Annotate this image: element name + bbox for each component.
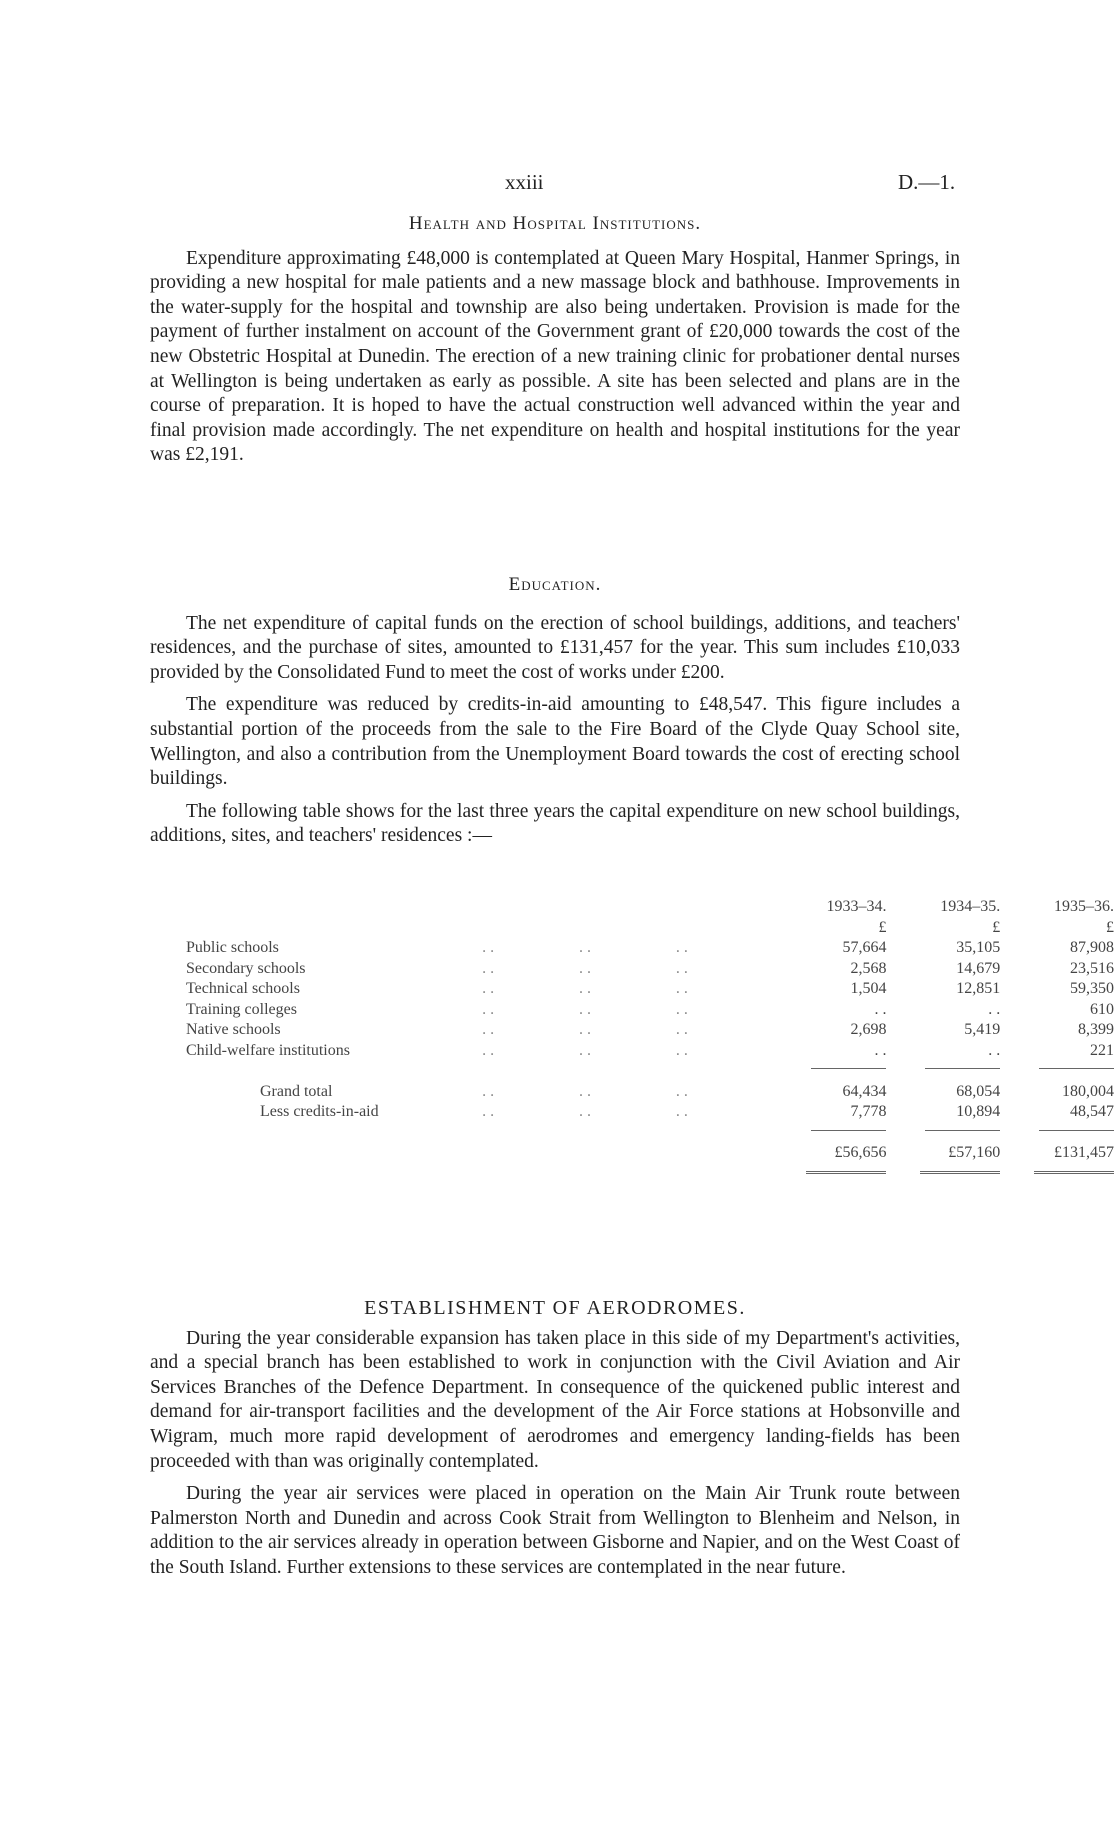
health-section <box>150 212 960 476</box>
education-section <box>150 573 960 857</box>
aerodromes-section <box>150 1296 960 1589</box>
grand-total-row: Grand total . . . . . . 64,434 68,054 180,004 <box>260 1082 1114 1100</box>
cell-value: 2,698 <box>850 1021 887 1038</box>
cell-value: 221 <box>1090 1041 1114 1059</box>
cell-value: 23,516 <box>1070 959 1114 977</box>
cell-value: . . <box>874 1000 887 1018</box>
col-header: 1933–34. <box>826 898 887 915</box>
cell-value: . . <box>988 1000 1001 1018</box>
cell-value: . . <box>874 1041 887 1059</box>
paragraph: The net expenditure of capital funds on the erection of school buildings, additions, and teachers' residences, and the purchase of sites, amounted to £131,457 for the year. This sum includes £10,033 provided by the Consolidated Fund to meet the cost of works under £200. <box>150 612 960 683</box>
row-label: Child-welfare institutions <box>186 1041 350 1059</box>
cell-value: 1,504 <box>850 980 887 997</box>
credits-row: Less credits-in-aid . . . . . . 7,778 10,894 48,547 <box>260 1103 1114 1120</box>
table-row: Training colleges . . . . . . . . . . 610 <box>186 1000 1114 1021</box>
paragraph: During the year considerable expansion has taken place in this side of my Department's activities, and a special branch has been established to work in conjunction with the Civil Aviation and Air Services Branches of the Defence Department. In consequence of the quickened public interest and demand for air-transport facilities and the development of the Air Force stations at Hobsonville and Wigram, much more rapid development of aerodromes and emergency landing-fields has been proceeded with than was originally contemplated. <box>150 1327 960 1472</box>
paragraph: Expenditure approximating £48,000 is contemplated at Queen Mary Hospital, Hanmer Springs, in providing a new hospital for male patients and a new massage block and bathhouse. Improvements in the water-supply for the hospital and township are also being undertaken. Provision is made for the payment of further instalment on account of the Government grant of £20,000 towards the cost of the new Obstetric Hospital at Dunedin. The erection of a new training clinic for probationer dental nurses at Wellington is being undertaken as early as possible. A site has been selected and plans are in the course of preparation. It is hoped to have the actual construction well advanced within the year and final provision made accordingly. The net expenditure on health and hospital institutions for the year was £2,191. <box>150 247 960 466</box>
col-header: 1934–35. <box>940 898 1001 915</box>
section-heading: Health and Hospital Institutions. <box>408 213 702 234</box>
section-heading: Education. <box>508 574 602 595</box>
paragraph: The following table shows for the last three years the capital expenditure on new school buildings, additions, sites, and teachers' residences :— <box>150 800 960 847</box>
cell-value: 57,664 <box>842 939 887 956</box>
table-row: Technical schools . . . . . . 1,504 12,851 59,350 <box>186 979 1114 1000</box>
net-row: £56,656 £57,160 £131,457 <box>834 1144 1114 1161</box>
row-label: Native schools <box>186 1021 281 1038</box>
capital-expenditure-table <box>186 897 1114 1184</box>
table-row: Secondary schools . . . . . . 2,568 14,679 23,516 <box>186 959 1114 980</box>
cell-value: 610 <box>1090 1000 1114 1018</box>
paragraph: During the year air services were placed in operation on the Main Air Trunk route between Palmerston North and Dunedin and across Cook Strait from Wellington to Blenheim and Nelson, in addition to the air services already in operation between Gisborne and Napier, and on the West Coast of the South Island. Further extensions to these services are contemplated in the near future. <box>150 1483 960 1578</box>
unit: £ <box>1106 918 1114 936</box>
row-label: Training colleges <box>186 1000 297 1018</box>
table-row: Public schools . . . . . . 57,664 35,105 87,908 <box>186 938 1114 959</box>
table-row: Native schools . . . . . . 2,698 5,419 8,399 <box>186 1020 1114 1041</box>
row-label: Public schools <box>186 939 279 956</box>
cell-value: 2,568 <box>850 959 887 977</box>
table-row: Child-welfare institutions . . . . . . . . . . 221 <box>186 1041 1114 1062</box>
page-number: xxiii <box>505 170 544 194</box>
cell-value: . . <box>988 1041 1001 1059</box>
cell-value: 8,399 <box>1078 1021 1114 1038</box>
row-label: Secondary schools <box>186 959 306 977</box>
cell-value: 14,679 <box>956 959 1001 977</box>
cell-value: 5,419 <box>964 1021 1001 1038</box>
paragraph: The expenditure was reduced by credits-in-aid amounting to £48,547. This figure includes a substantial portion of the proceeds from the sale to the Fire Board of the Clyde Quay School site, Wellington, and also a contribution from the Unemployment Board towards the cost of erecting school buildings. <box>150 694 960 790</box>
cell-value: 12,851 <box>956 980 1001 997</box>
row-label: Technical schools <box>186 980 300 997</box>
unit: £ <box>878 918 887 936</box>
unit: £ <box>992 918 1001 936</box>
section-heading: ESTABLISHMENT OF AERODROMES. <box>364 1297 746 1319</box>
cell-value: 87,908 <box>1070 939 1114 956</box>
cell-value: 59,350 <box>1070 980 1114 997</box>
cell-value: 35,105 <box>956 939 1001 956</box>
col-header: 1935–36. <box>1054 898 1114 915</box>
document-reference: D.—1. <box>898 170 956 194</box>
